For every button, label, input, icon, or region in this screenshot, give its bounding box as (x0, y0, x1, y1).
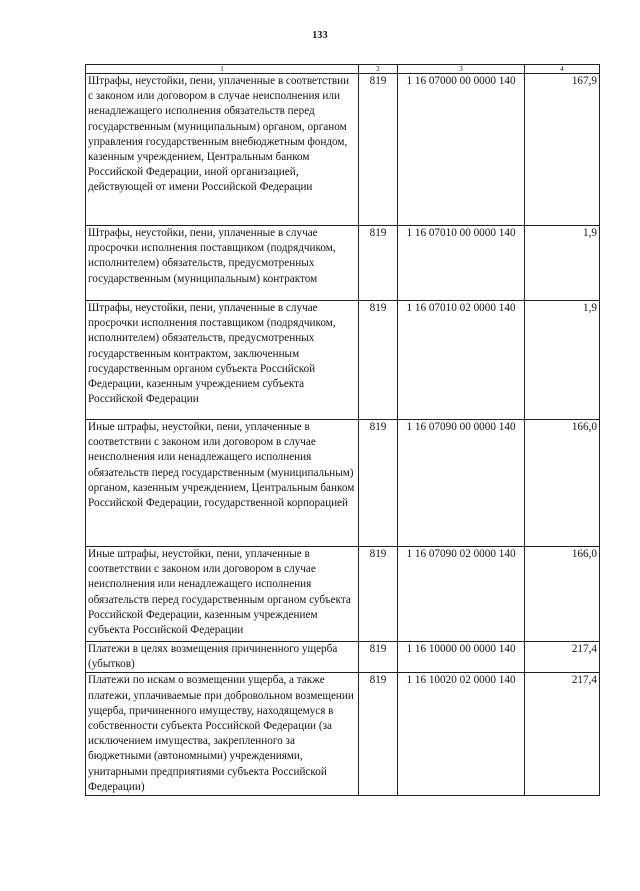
row-amount: 166,0 (525, 420, 600, 547)
table-row (86, 420, 600, 547)
row-amount: 166,0 (525, 547, 600, 642)
row-budget-code: 1 16 07010 00 0000 140 (398, 226, 525, 301)
table-row (86, 642, 600, 673)
table-row (86, 74, 600, 226)
row-amount: 167,9 (525, 74, 600, 226)
table-row (86, 301, 600, 420)
table-row (86, 226, 600, 301)
row-description: Иные штрафы, неустойки, пени, уплаченные в соответствии с законом или договором в случае неисполнения или ненадлежащего исполнения обязательств перед государственным органом субъекта Российской Федерации, казенным учреждением субъекта Российской Федерации (86, 547, 359, 642)
row-admin-code: 819 (359, 226, 398, 301)
row-amount: 1,9 (525, 301, 600, 420)
row-admin-code: 819 (359, 420, 398, 547)
column-header-4: 4 (525, 65, 600, 74)
column-header-2: 2 (359, 65, 398, 74)
row-description: Платежи по искам о возмещении ущерба, а также платежи, уплачиваемые при добровольном возмещении ущерба, причиненного имуществу, находящемуся в собственности субъекта Российской Федерации (за исключением имущества, закрепленного за бюджетными (автономными) учреждениями, унитарными предприятиями субъекта Российской Федерации) (86, 673, 359, 796)
table-row (86, 547, 600, 642)
column-header-3: 3 (398, 65, 525, 74)
row-budget-code: 1 16 07010 02 0000 140 (398, 301, 525, 420)
table-row (86, 673, 600, 796)
page-number: 133 (312, 30, 328, 41)
row-budget-code: 1 16 10020 02 0000 140 (398, 673, 525, 796)
table-header-row (86, 65, 600, 74)
row-admin-code: 819 (359, 301, 398, 420)
row-amount: 217,4 (525, 642, 600, 673)
row-amount: 217,4 (525, 673, 600, 796)
row-description: Платежи в целях возмещения причиненного ущерба (убытков) (86, 642, 359, 673)
column-header-1: 1 (86, 65, 359, 74)
budget-table (85, 64, 600, 796)
row-admin-code: 819 (359, 642, 398, 673)
row-budget-code: 1 16 07090 02 0000 140 (398, 547, 525, 642)
row-description: Штрафы, неустойки, пени, уплаченные в случае просрочки исполнения поставщиком (подрядчиком, исполнителем) обязательств, предусмотренных государственным (муниципальным) контрактом (86, 226, 359, 301)
row-budget-code: 1 16 07090 00 0000 140 (398, 420, 525, 547)
row-admin-code: 819 (359, 673, 398, 796)
row-amount: 1,9 (525, 226, 600, 301)
row-description: Иные штрафы, неустойки, пени, уплаченные в соответствии с законом или договором в случае неисполнения или ненадлежащего исполнения обязательств перед государственным (муниципальным) органом, казенным учреждением, Центральным банком Российской Федерации, государственной корпорацией (86, 420, 359, 547)
row-admin-code: 819 (359, 74, 398, 226)
row-budget-code: 1 16 10000 00 0000 140 (398, 642, 525, 673)
row-description: Штрафы, неустойки, пени, уплаченные в соответствии с законом или договором в случае неисполнения или ненадлежащего исполнения обязательств перед государственным (муниципальным) органом, органом управления государственным внебюджетным фондом, казенным учреждением, Центральным банком Российской Федерации, иной организацией, действующей от имени Российской Федерации (86, 74, 359, 226)
row-description: Штрафы, неустойки, пени, уплаченные в случае просрочки исполнения поставщиком (подрядчиком, исполнителем) обязательств, предусмотренных государственным контрактом, заключенным государственным органом субъекта Российской Федерации, казенным учреждением субъекта Российской Федерации (86, 301, 359, 420)
row-budget-code: 1 16 07000 00 0000 140 (398, 74, 525, 226)
row-admin-code: 819 (359, 547, 398, 642)
